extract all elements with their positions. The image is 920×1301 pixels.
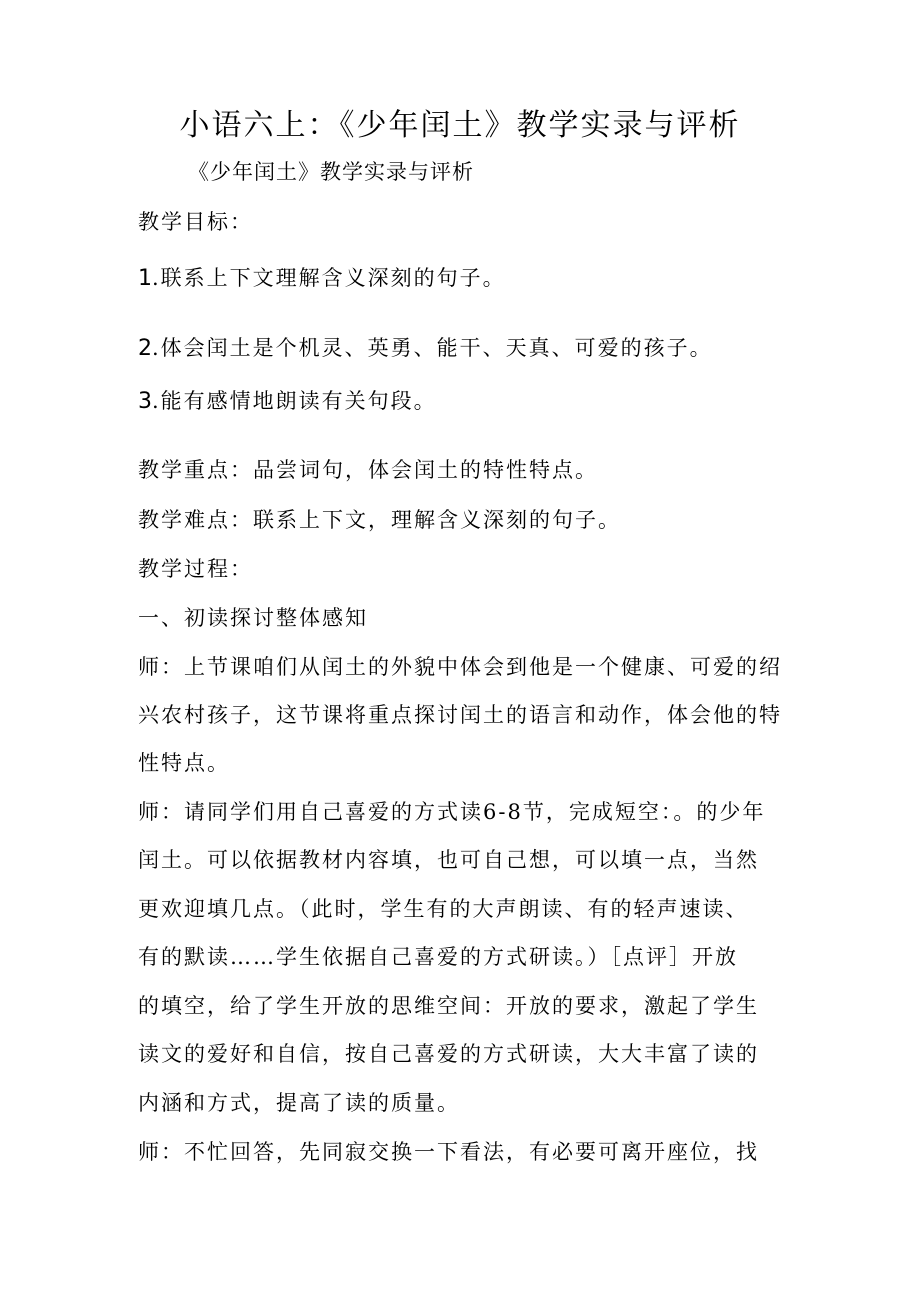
objective-item — [138, 385, 437, 418]
paragraph-line: 更欢迎填几点。（此时，学生有的大声朗读、有的轻声速读、 — [138, 897, 749, 921]
objective-number: 2 — [138, 336, 152, 361]
paragraph-line: 闰土。可以依据教材内容填，也可自己想，可以填一点，当然 — [138, 848, 759, 872]
objective-number: 1 — [138, 266, 152, 291]
objectives-heading: 教学目标： — [138, 210, 253, 234]
paragraph-line: 师：上节课咱们从闰土的外貌中体会到他是一个健康、可爱的绍 — [138, 655, 782, 679]
paragraph-line: 内涵和方式，提高了读的质量。 — [138, 1091, 460, 1115]
objective-text: .体会闰土是个机灵、英勇、能干、天真、可爱的孩子。 — [152, 336, 713, 360]
process-heading: 教学过程： — [138, 557, 253, 581]
paragraph-line: 读文的爱好和自信，按自己喜爱的方式研读，大大丰富了读的 — [138, 1042, 759, 1066]
objective-number: 3 — [138, 389, 152, 414]
section-heading: 一、初读探讨整体感知 — [138, 606, 368, 630]
objective-item — [138, 262, 506, 295]
paragraph-line: 兴农村孩子，这节课将重点探讨闰土的语言和动作，体会他的特 — [138, 703, 782, 727]
paragraph-line: 师：请同学们用自己喜爱的方式读6-8节，完成短空：。的少年 — [138, 800, 766, 824]
difficulty: 教学难点：联系上下文，理解含义深刻的句子。 — [138, 508, 621, 532]
objective-item — [138, 332, 713, 365]
document-title: 小语六上：《少年闰土》教学实录与评析 — [179, 108, 741, 143]
paragraph-line: 师：不忙回答，先同寂交换一下看法，有必要可离开座位，找 — [138, 1140, 759, 1164]
paragraph-line: 性特点。 — [138, 751, 230, 775]
objective-text: .联系上下文理解含义深刻的句子。 — [152, 266, 506, 290]
key-point: 教学重点：品尝词句，体会闰土的特性特点。 — [138, 458, 598, 482]
paragraph-line: 的填空，给了学生开放的思维空间：开放的要求，激起了学生 — [138, 994, 759, 1018]
objective-text: .能有感情地朗读有关句段。 — [152, 389, 437, 413]
document-subtitle: 《少年闰土》教学实录与评析 — [188, 160, 474, 184]
paragraph-line: 有的默读……学生依据自己喜爱的方式研读。）［点评］开放 — [138, 945, 738, 969]
